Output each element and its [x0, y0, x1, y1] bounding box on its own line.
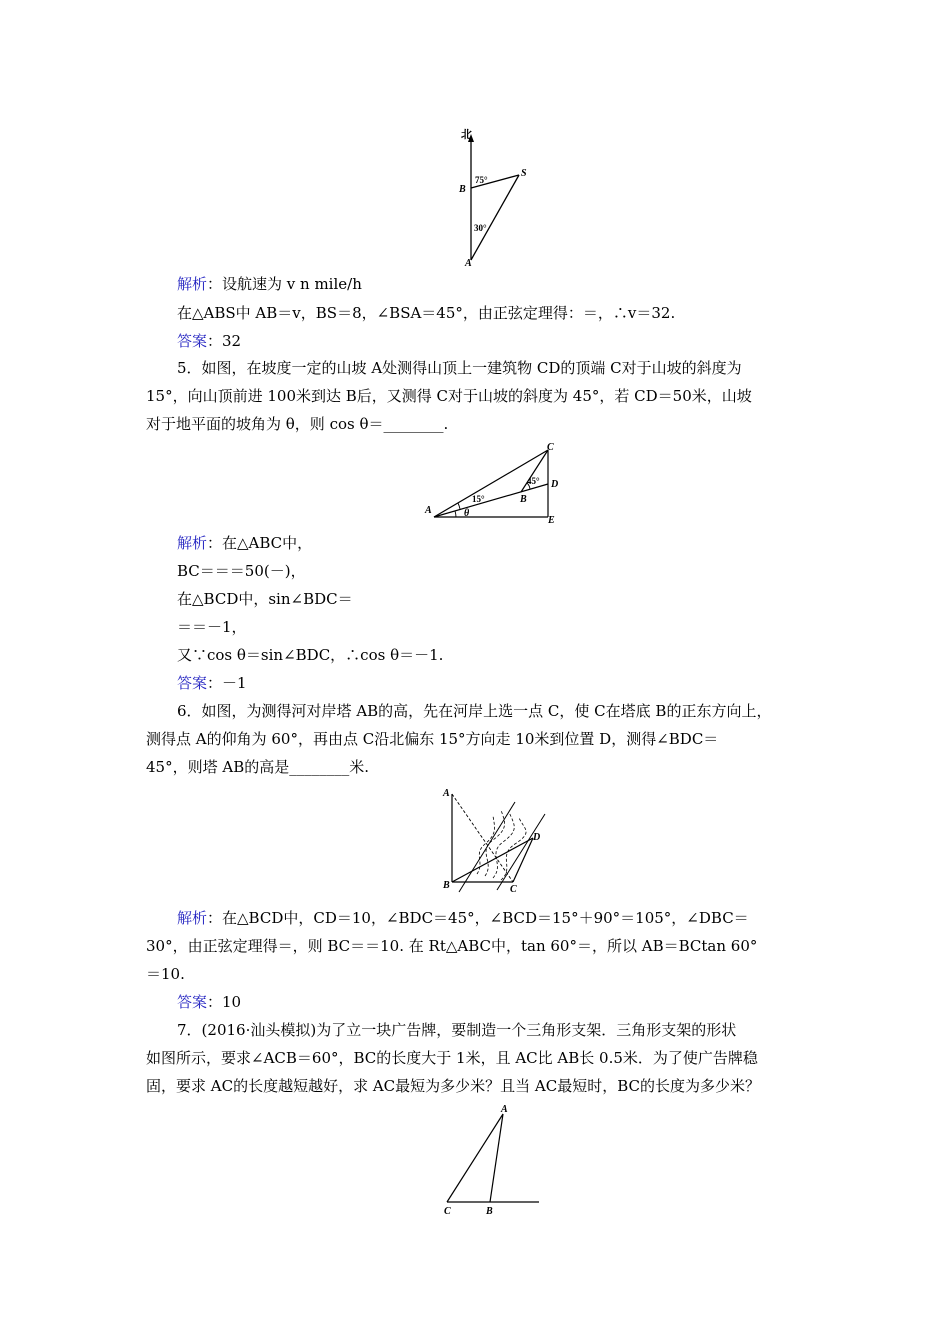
fig2-label-d: D [551, 479, 559, 490]
q6-stem-line-2: 测得点 A的仰角为 60°，再由点 C沿北偏东 15°方向走 10米到位置 D，测得∠BDC＝ [146, 730, 719, 748]
q6-solution-label: 解析 [177, 909, 208, 927]
fig2-label-b: B [520, 494, 527, 505]
fig2-angle-15: 15° [472, 494, 485, 504]
fig1-label-s: S [521, 168, 527, 179]
fig1-label-a: A [465, 258, 472, 269]
figure-river-tower [435, 782, 555, 894]
q6-answer: 答案：10 [177, 993, 242, 1011]
fig2-label-c: C [547, 442, 554, 453]
q5-stem-line-1: 5．如图，在坡度一定的山坡 A处测得山顶上一建筑物 CD的顶端 C对于山坡的斜度为 [177, 359, 742, 377]
fig2-label-e: E [548, 515, 555, 526]
q6-stem-line-1: 6．如图，为测得河对岸塔 AB的高，先在河岸上选一点 C，使 C在塔底 B的正东方向上， [177, 702, 772, 720]
q6-stem-line-3: 45°，则塔 AB的高是________米. [146, 758, 369, 776]
fig3-label-b: B [443, 880, 450, 891]
q6-solution-line-3: ＝10. [146, 965, 185, 983]
q5-answer: 答案：－1 [177, 674, 247, 692]
figure-triangle-bracket [435, 1100, 545, 1220]
fig1-label-b: B [459, 184, 466, 195]
q5-stem-line-3: 对于地平面的坡角为 θ，则 cos θ＝________. [146, 415, 449, 433]
figure-slope-diagram [420, 440, 570, 530]
fig1-north-label: 北 [461, 129, 472, 141]
fig3-label-c: C [510, 884, 517, 894]
fig4-label-a: A [501, 1104, 508, 1115]
q5-answer-label: 答案 [177, 674, 208, 692]
q6-solution-line-2: 30°，由正弦定理得＝，则 BC＝＝10. 在 Rt△ABC中，tan 60°＝，所以 AB＝BCtan 60° [146, 937, 758, 955]
fig2-angle-45: 45° [527, 476, 540, 486]
q5-solution-line-2: BC＝＝＝50(－)， [177, 562, 306, 580]
q7-stem-line-3: 固，要求 AC的长度越短越好，求 AC最短为多少米？且当 AC最短时，BC的长度为多少米？ [146, 1077, 761, 1095]
fig1-angle-75: 75° [475, 175, 488, 185]
q5-solution-line-5: 又∵cos θ＝sin∠BDC，∴cos θ＝－1. [177, 646, 444, 664]
q5-solution-line-4: ＝＝－1， [177, 618, 247, 636]
q4-solution-label: 解析 [177, 275, 208, 293]
figure-bearing-diagram [445, 120, 535, 270]
q4-answer-label: 答案 [177, 332, 208, 350]
q4-solution-line-1: 解析：设航速为 v n mile/h [177, 275, 362, 293]
fig2-theta: θ [464, 508, 470, 519]
q7-stem-line-2: 如图所示，要求∠ACB＝60°，BC的长度大于 1米，且 AC比 AB长 0.5米．为了使广告牌稳 [146, 1049, 758, 1067]
fig2-label-a: A [425, 505, 432, 516]
q7-stem-line-1: 7．(2016·汕头模拟)为了立一块广告牌，要制造一个三角形支架．三角形支架的形状 [177, 1021, 737, 1039]
q6-solution-line-1: 解析：在△BCD中，CD＝10，∠BDC＝45°，∠BCD＝15°＋90°＝105°，∠DBC＝ [177, 909, 749, 927]
q5-stem-line-2: 15°，向山顶前进 100米到达 B后，又测得 C对于山坡的斜度为 45°，若 CD＝50米，山坡 [146, 387, 752, 405]
fig4-label-b: B [486, 1206, 493, 1217]
q6-answer-label: 答案 [177, 993, 208, 1011]
q5-solution-label: 解析 [177, 534, 208, 552]
fig1-angle-30: 30° [474, 223, 487, 233]
q4-answer: 答案：32 [177, 332, 242, 350]
fig4-label-c: C [444, 1206, 451, 1217]
fig3-label-d: D [533, 832, 541, 843]
fig3-label-a: A [443, 788, 450, 799]
q4-solution-line-2: 在△ABS中 AB＝v，BS＝8，∠BSA＝45°，由正弦定理得：＝，∴v＝32. [177, 304, 676, 322]
q5-solution-line-3: 在△BCD中，sin∠BDC＝ [177, 590, 353, 608]
q5-solution-line-1: 解析：在△ABC中， [177, 534, 313, 552]
